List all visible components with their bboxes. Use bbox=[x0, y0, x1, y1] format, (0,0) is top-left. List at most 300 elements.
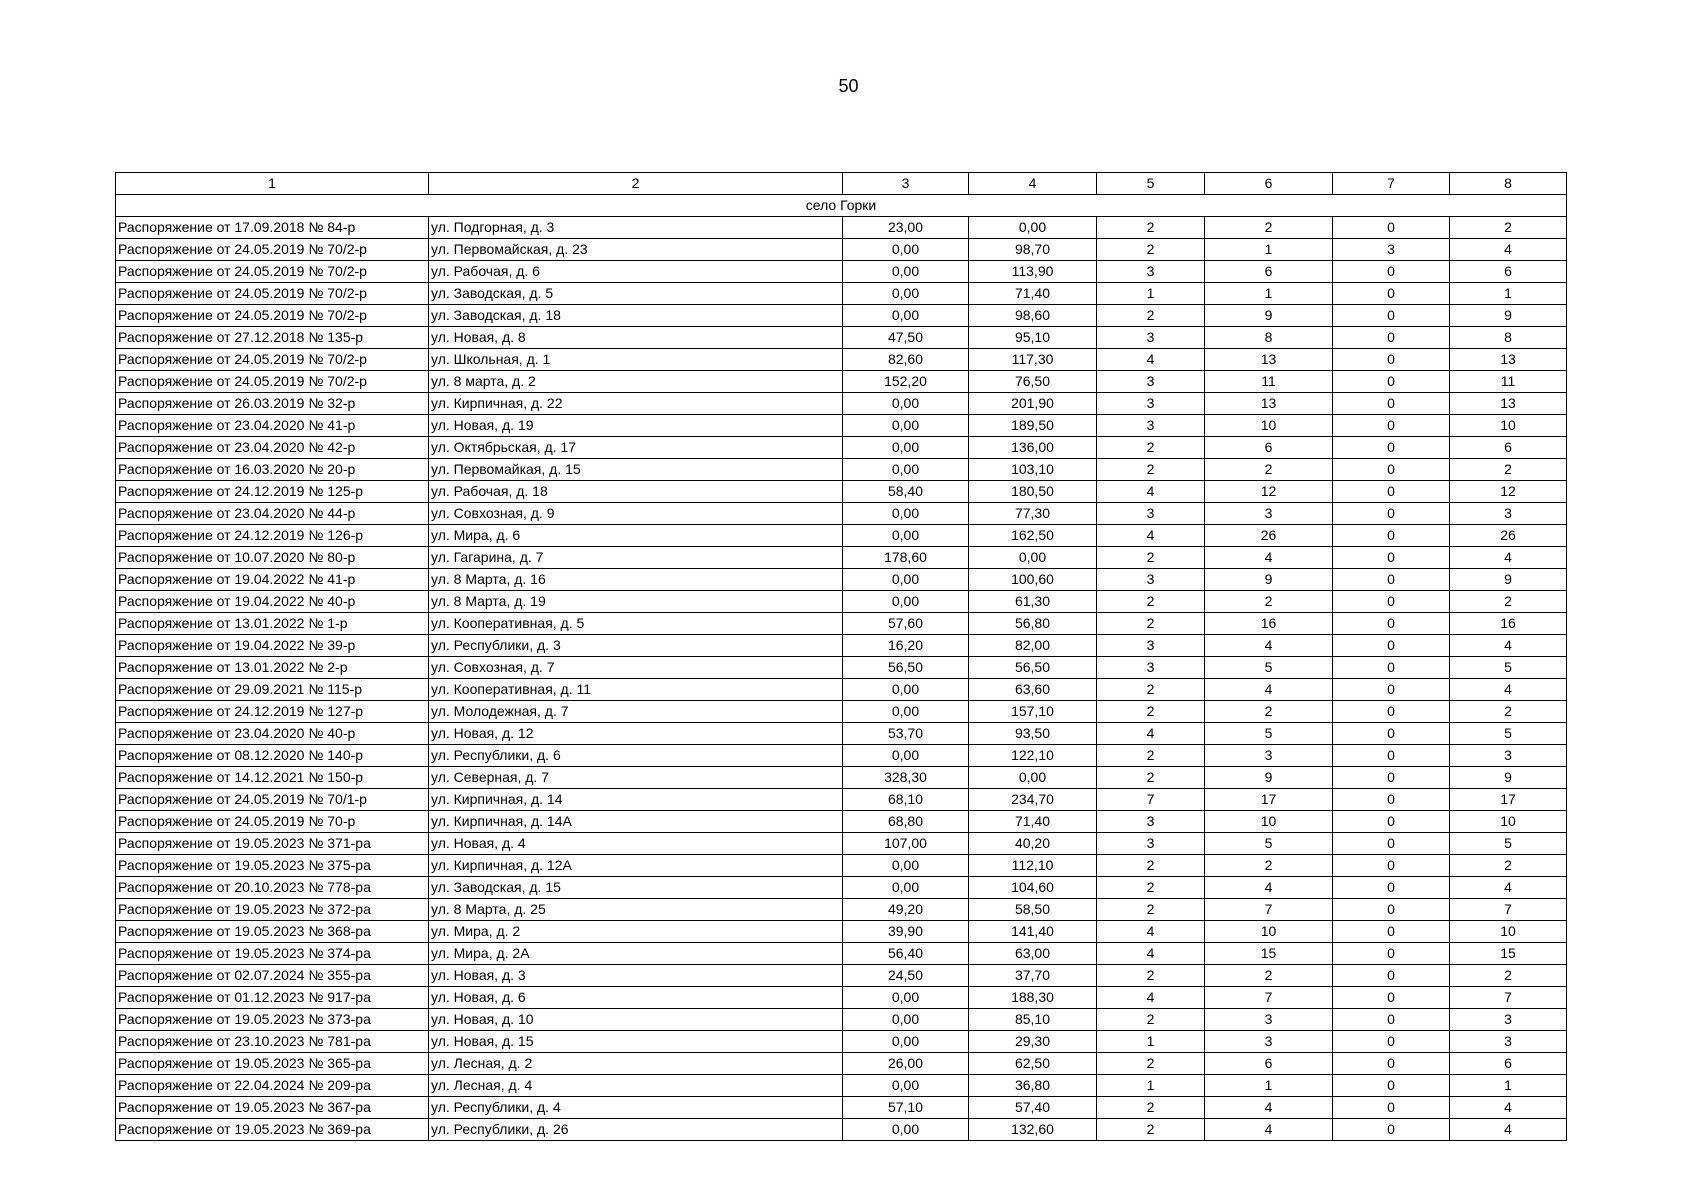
count-7-cell: 0 bbox=[1333, 1009, 1450, 1031]
area-a-cell: 0,00 bbox=[843, 437, 969, 459]
table-row bbox=[116, 943, 1567, 965]
address-cell: ул. Новая, д. 19 bbox=[429, 415, 843, 437]
registry-table bbox=[115, 172, 1567, 1141]
document-cell: Распоряжение от 17.09.2018 № 84-р bbox=[116, 217, 429, 239]
address-cell: ул. Школьная, д. 1 bbox=[429, 349, 843, 371]
table-row bbox=[116, 679, 1567, 701]
count-6-cell: 6 bbox=[1205, 261, 1333, 283]
area-a-cell: 0,00 bbox=[843, 855, 969, 877]
area-a-cell: 0,00 bbox=[843, 261, 969, 283]
table-row bbox=[116, 723, 1567, 745]
section-title: село Горки bbox=[116, 195, 1567, 217]
count-5-cell: 4 bbox=[1097, 349, 1205, 371]
table-row bbox=[116, 1031, 1567, 1053]
count-6-cell: 4 bbox=[1205, 679, 1333, 701]
count-7-cell: 0 bbox=[1333, 613, 1450, 635]
area-b-cell: 180,50 bbox=[969, 481, 1097, 503]
area-b-cell: 95,10 bbox=[969, 327, 1097, 349]
table-row bbox=[116, 261, 1567, 283]
area-a-cell: 0,00 bbox=[843, 591, 969, 613]
document-cell: Распоряжение от 24.05.2019 № 70/2-р bbox=[116, 349, 429, 371]
table-row bbox=[116, 855, 1567, 877]
count-7-cell: 0 bbox=[1333, 833, 1450, 855]
area-b-cell: 58,50 bbox=[969, 899, 1097, 921]
address-cell: ул. Мира, д. 2А bbox=[429, 943, 843, 965]
address-cell: ул. Новая, д. 10 bbox=[429, 1009, 843, 1031]
count-5-cell: 4 bbox=[1097, 481, 1205, 503]
table-body bbox=[116, 173, 1567, 1141]
count-6-cell: 9 bbox=[1205, 569, 1333, 591]
document-cell: Распоряжение от 24.12.2019 № 126-р bbox=[116, 525, 429, 547]
count-6-cell: 4 bbox=[1205, 1119, 1333, 1141]
document-cell: Распоряжение от 08.12.2020 № 140-р bbox=[116, 745, 429, 767]
total-cell: 6 bbox=[1450, 437, 1567, 459]
count-7-cell: 0 bbox=[1333, 393, 1450, 415]
column-number-cell: 7 bbox=[1333, 173, 1450, 195]
area-b-cell: 37,70 bbox=[969, 965, 1097, 987]
total-cell: 1 bbox=[1450, 283, 1567, 305]
area-b-cell: 141,40 bbox=[969, 921, 1097, 943]
count-5-cell: 2 bbox=[1097, 679, 1205, 701]
document-cell: Распоряжение от 19.05.2023 № 375-ра bbox=[116, 855, 429, 877]
count-5-cell: 3 bbox=[1097, 569, 1205, 591]
table-row bbox=[116, 239, 1567, 261]
address-cell: ул. Октябрьская, д. 17 bbox=[429, 437, 843, 459]
table-row bbox=[116, 349, 1567, 371]
document-cell: Распоряжение от 23.04.2020 № 42-р bbox=[116, 437, 429, 459]
count-6-cell: 2 bbox=[1205, 459, 1333, 481]
document-cell: Распоряжение от 22.04.2024 № 209-ра bbox=[116, 1075, 429, 1097]
total-cell: 9 bbox=[1450, 305, 1567, 327]
table-row bbox=[116, 305, 1567, 327]
total-cell: 4 bbox=[1450, 679, 1567, 701]
count-7-cell: 0 bbox=[1333, 1075, 1450, 1097]
document-cell: Распоряжение от 26.03.2019 № 32-р bbox=[116, 393, 429, 415]
address-cell: ул. Гагарина, д. 7 bbox=[429, 547, 843, 569]
area-a-cell: 16,20 bbox=[843, 635, 969, 657]
area-a-cell: 0,00 bbox=[843, 1119, 969, 1141]
area-a-cell: 53,70 bbox=[843, 723, 969, 745]
document-cell: Распоряжение от 23.04.2020 № 41-р bbox=[116, 415, 429, 437]
total-cell: 7 bbox=[1450, 899, 1567, 921]
count-6-cell: 5 bbox=[1205, 833, 1333, 855]
area-a-cell: 0,00 bbox=[843, 305, 969, 327]
total-cell: 13 bbox=[1450, 349, 1567, 371]
count-5-cell: 2 bbox=[1097, 217, 1205, 239]
count-5-cell: 3 bbox=[1097, 657, 1205, 679]
area-a-cell: 178,60 bbox=[843, 547, 969, 569]
table-row bbox=[116, 613, 1567, 635]
area-a-cell: 0,00 bbox=[843, 1031, 969, 1053]
address-cell: ул. Республики, д. 6 bbox=[429, 745, 843, 767]
page-number: 50 bbox=[838, 76, 859, 96]
table-row bbox=[116, 811, 1567, 833]
count-6-cell: 1 bbox=[1205, 283, 1333, 305]
table-row bbox=[116, 283, 1567, 305]
count-6-cell: 11 bbox=[1205, 371, 1333, 393]
count-6-cell: 15 bbox=[1205, 943, 1333, 965]
table-row bbox=[116, 833, 1567, 855]
address-cell: ул. Новая, д. 6 bbox=[429, 987, 843, 1009]
count-5-cell: 3 bbox=[1097, 327, 1205, 349]
count-7-cell: 0 bbox=[1333, 877, 1450, 899]
area-a-cell: 56,50 bbox=[843, 657, 969, 679]
count-7-cell: 0 bbox=[1333, 723, 1450, 745]
area-a-cell: 0,00 bbox=[843, 503, 969, 525]
count-6-cell: 5 bbox=[1205, 657, 1333, 679]
document-cell: Распоряжение от 10.07.2020 № 80-р bbox=[116, 547, 429, 569]
total-cell: 5 bbox=[1450, 723, 1567, 745]
table-row bbox=[116, 635, 1567, 657]
count-7-cell: 0 bbox=[1333, 327, 1450, 349]
total-cell: 2 bbox=[1450, 965, 1567, 987]
table-row bbox=[116, 1053, 1567, 1075]
count-5-cell: 2 bbox=[1097, 745, 1205, 767]
area-b-cell: 0,00 bbox=[969, 767, 1097, 789]
count-7-cell: 0 bbox=[1333, 987, 1450, 1009]
area-a-cell: 68,80 bbox=[843, 811, 969, 833]
area-b-cell: 98,70 bbox=[969, 239, 1097, 261]
address-cell: ул. 8 Марта, д. 25 bbox=[429, 899, 843, 921]
total-cell: 3 bbox=[1450, 1009, 1567, 1031]
count-6-cell: 4 bbox=[1205, 635, 1333, 657]
document-cell: Распоряжение от 01.12.2023 № 917-ра bbox=[116, 987, 429, 1009]
count-5-cell: 2 bbox=[1097, 437, 1205, 459]
count-6-cell: 5 bbox=[1205, 723, 1333, 745]
area-b-cell: 71,40 bbox=[969, 811, 1097, 833]
area-a-cell: 58,40 bbox=[843, 481, 969, 503]
count-6-cell: 2 bbox=[1205, 591, 1333, 613]
area-b-cell: 136,00 bbox=[969, 437, 1097, 459]
area-a-cell: 152,20 bbox=[843, 371, 969, 393]
total-cell: 2 bbox=[1450, 855, 1567, 877]
total-cell: 9 bbox=[1450, 767, 1567, 789]
column-number-cell: 6 bbox=[1205, 173, 1333, 195]
count-7-cell: 0 bbox=[1333, 855, 1450, 877]
total-cell: 17 bbox=[1450, 789, 1567, 811]
area-b-cell: 57,40 bbox=[969, 1097, 1097, 1119]
total-cell: 7 bbox=[1450, 987, 1567, 1009]
table-row bbox=[116, 547, 1567, 569]
document-cell: Распоряжение от 24.05.2019 № 70/2-р bbox=[116, 371, 429, 393]
address-cell: ул. Мира, д. 2 bbox=[429, 921, 843, 943]
area-a-cell: 0,00 bbox=[843, 283, 969, 305]
count-6-cell: 3 bbox=[1205, 745, 1333, 767]
document-cell: Распоряжение от 24.05.2019 № 70/2-р bbox=[116, 239, 429, 261]
table-row bbox=[116, 789, 1567, 811]
count-7-cell: 0 bbox=[1333, 899, 1450, 921]
address-cell: ул. Совхозная, д. 9 bbox=[429, 503, 843, 525]
area-b-cell: 132,60 bbox=[969, 1119, 1097, 1141]
area-a-cell: 328,30 bbox=[843, 767, 969, 789]
address-cell: ул. Рабочая, д. 6 bbox=[429, 261, 843, 283]
area-a-cell: 68,10 bbox=[843, 789, 969, 811]
address-cell: ул. Подгорная, д. 3 bbox=[429, 217, 843, 239]
count-7-cell: 0 bbox=[1333, 767, 1450, 789]
address-cell: ул. Лесная, д. 4 bbox=[429, 1075, 843, 1097]
area-b-cell: 76,50 bbox=[969, 371, 1097, 393]
document-cell: Распоряжение от 24.12.2019 № 127-р bbox=[116, 701, 429, 723]
count-7-cell: 0 bbox=[1333, 1053, 1450, 1075]
count-7-cell: 0 bbox=[1333, 283, 1450, 305]
count-5-cell: 2 bbox=[1097, 1009, 1205, 1031]
count-5-cell: 7 bbox=[1097, 789, 1205, 811]
count-5-cell: 2 bbox=[1097, 877, 1205, 899]
count-7-cell: 0 bbox=[1333, 657, 1450, 679]
count-6-cell: 13 bbox=[1205, 349, 1333, 371]
document-cell: Распоряжение от 13.01.2022 № 1-р bbox=[116, 613, 429, 635]
total-cell: 5 bbox=[1450, 657, 1567, 679]
total-cell: 2 bbox=[1450, 591, 1567, 613]
column-number-cell: 3 bbox=[843, 173, 969, 195]
count-6-cell: 1 bbox=[1205, 1075, 1333, 1097]
area-b-cell: 0,00 bbox=[969, 217, 1097, 239]
table-row bbox=[116, 701, 1567, 723]
area-b-cell: 63,00 bbox=[969, 943, 1097, 965]
count-6-cell: 10 bbox=[1205, 811, 1333, 833]
address-cell: ул. Заводская, д. 18 bbox=[429, 305, 843, 327]
column-number-cell: 1 bbox=[116, 173, 429, 195]
address-cell: ул. Лесная, д. 2 bbox=[429, 1053, 843, 1075]
count-6-cell: 1 bbox=[1205, 239, 1333, 261]
area-b-cell: 188,30 bbox=[969, 987, 1097, 1009]
document-cell: Распоряжение от 19.05.2023 № 365-ра bbox=[116, 1053, 429, 1075]
area-a-cell: 23,00 bbox=[843, 217, 969, 239]
total-cell: 10 bbox=[1450, 921, 1567, 943]
count-5-cell: 2 bbox=[1097, 1119, 1205, 1141]
area-a-cell: 0,00 bbox=[843, 701, 969, 723]
area-a-cell: 0,00 bbox=[843, 459, 969, 481]
area-a-cell: 0,00 bbox=[843, 1075, 969, 1097]
count-7-cell: 0 bbox=[1333, 1097, 1450, 1119]
area-a-cell: 0,00 bbox=[843, 877, 969, 899]
count-7-cell: 0 bbox=[1333, 349, 1450, 371]
count-5-cell: 3 bbox=[1097, 261, 1205, 283]
total-cell: 4 bbox=[1450, 1119, 1567, 1141]
area-b-cell: 36,80 bbox=[969, 1075, 1097, 1097]
area-a-cell: 0,00 bbox=[843, 525, 969, 547]
count-7-cell: 0 bbox=[1333, 811, 1450, 833]
count-6-cell: 7 bbox=[1205, 899, 1333, 921]
document-cell: Распоряжение от 24.05.2019 № 70/2-р bbox=[116, 283, 429, 305]
count-6-cell: 16 bbox=[1205, 613, 1333, 635]
total-cell: 1 bbox=[1450, 1075, 1567, 1097]
column-number-cell: 8 bbox=[1450, 173, 1567, 195]
document-cell: Распоряжение от 02.07.2024 № 355-ра bbox=[116, 965, 429, 987]
table-row bbox=[116, 393, 1567, 415]
count-6-cell: 13 bbox=[1205, 393, 1333, 415]
count-6-cell: 17 bbox=[1205, 789, 1333, 811]
area-b-cell: 82,00 bbox=[969, 635, 1097, 657]
count-6-cell: 26 bbox=[1205, 525, 1333, 547]
count-7-cell: 0 bbox=[1333, 943, 1450, 965]
count-5-cell: 2 bbox=[1097, 305, 1205, 327]
address-cell: ул. Северная, д. 7 bbox=[429, 767, 843, 789]
address-cell: ул. Республики, д. 4 bbox=[429, 1097, 843, 1119]
column-number-header-row bbox=[116, 173, 1567, 195]
area-b-cell: 103,10 bbox=[969, 459, 1097, 481]
count-5-cell: 3 bbox=[1097, 635, 1205, 657]
count-7-cell: 0 bbox=[1333, 679, 1450, 701]
total-cell: 11 bbox=[1450, 371, 1567, 393]
count-7-cell: 0 bbox=[1333, 525, 1450, 547]
total-cell: 4 bbox=[1450, 635, 1567, 657]
area-b-cell: 71,40 bbox=[969, 283, 1097, 305]
document-cell: Распоряжение от 19.05.2023 № 372-ра bbox=[116, 899, 429, 921]
count-5-cell: 1 bbox=[1097, 283, 1205, 305]
address-cell: ул. Кооперативная, д. 5 bbox=[429, 613, 843, 635]
table-row bbox=[116, 569, 1567, 591]
document-cell: Распоряжение от 19.05.2023 № 368-ра bbox=[116, 921, 429, 943]
total-cell: 3 bbox=[1450, 745, 1567, 767]
table-row bbox=[116, 591, 1567, 613]
count-6-cell: 2 bbox=[1205, 965, 1333, 987]
address-cell: ул. 8 марта, д. 2 bbox=[429, 371, 843, 393]
count-6-cell: 10 bbox=[1205, 921, 1333, 943]
document-cell: Распоряжение от 27.12.2018 № 135-р bbox=[116, 327, 429, 349]
count-6-cell: 8 bbox=[1205, 327, 1333, 349]
table-row bbox=[116, 921, 1567, 943]
total-cell: 3 bbox=[1450, 503, 1567, 525]
table-row bbox=[116, 965, 1567, 987]
count-6-cell: 10 bbox=[1205, 415, 1333, 437]
area-b-cell: 85,10 bbox=[969, 1009, 1097, 1031]
table-row bbox=[116, 1119, 1567, 1141]
area-b-cell: 157,10 bbox=[969, 701, 1097, 723]
count-7-cell: 0 bbox=[1333, 217, 1450, 239]
total-cell: 5 bbox=[1450, 833, 1567, 855]
address-cell: ул. Первомайкая, д. 15 bbox=[429, 459, 843, 481]
document-cell: Распоряжение от 24.05.2019 № 70/2-р bbox=[116, 261, 429, 283]
area-a-cell: 26,00 bbox=[843, 1053, 969, 1075]
count-5-cell: 4 bbox=[1097, 987, 1205, 1009]
total-cell: 16 bbox=[1450, 613, 1567, 635]
address-cell: ул. 8 Марта, д. 19 bbox=[429, 591, 843, 613]
address-cell: ул. Новая, д. 8 bbox=[429, 327, 843, 349]
count-5-cell: 4 bbox=[1097, 723, 1205, 745]
total-cell: 6 bbox=[1450, 1053, 1567, 1075]
total-cell: 10 bbox=[1450, 415, 1567, 437]
area-b-cell: 162,50 bbox=[969, 525, 1097, 547]
count-6-cell: 4 bbox=[1205, 547, 1333, 569]
area-b-cell: 63,60 bbox=[969, 679, 1097, 701]
address-cell: ул. Заводская, д. 15 bbox=[429, 877, 843, 899]
total-cell: 2 bbox=[1450, 459, 1567, 481]
count-7-cell: 0 bbox=[1333, 965, 1450, 987]
area-a-cell: 0,00 bbox=[843, 393, 969, 415]
document-cell: Распоряжение от 24.05.2019 № 70/1-р bbox=[116, 789, 429, 811]
area-a-cell: 0,00 bbox=[843, 569, 969, 591]
area-b-cell: 122,10 bbox=[969, 745, 1097, 767]
address-cell: ул. Новая, д. 4 bbox=[429, 833, 843, 855]
count-6-cell: 4 bbox=[1205, 1097, 1333, 1119]
document-cell: Распоряжение от 24.05.2019 № 70-р bbox=[116, 811, 429, 833]
count-7-cell: 0 bbox=[1333, 503, 1450, 525]
table-row bbox=[116, 217, 1567, 239]
area-a-cell: 47,50 bbox=[843, 327, 969, 349]
count-5-cell: 4 bbox=[1097, 943, 1205, 965]
count-6-cell: 7 bbox=[1205, 987, 1333, 1009]
document-cell: Распоряжение от 16.03.2020 № 20-р bbox=[116, 459, 429, 481]
address-cell: ул. Кооперативная, д. 11 bbox=[429, 679, 843, 701]
count-7-cell: 0 bbox=[1333, 261, 1450, 283]
area-a-cell: 0,00 bbox=[843, 987, 969, 1009]
address-cell: ул. Республики, д. 3 bbox=[429, 635, 843, 657]
count-5-cell: 1 bbox=[1097, 1075, 1205, 1097]
total-cell: 12 bbox=[1450, 481, 1567, 503]
count-7-cell: 0 bbox=[1333, 635, 1450, 657]
area-b-cell: 189,50 bbox=[969, 415, 1097, 437]
area-b-cell: 100,60 bbox=[969, 569, 1097, 591]
address-cell: ул. Кирпичная, д. 22 bbox=[429, 393, 843, 415]
column-number-cell: 2 bbox=[429, 173, 843, 195]
count-5-cell: 2 bbox=[1097, 459, 1205, 481]
count-5-cell: 4 bbox=[1097, 921, 1205, 943]
document-cell: Распоряжение от 19.05.2023 № 369-ра bbox=[116, 1119, 429, 1141]
count-6-cell: 6 bbox=[1205, 1053, 1333, 1075]
total-cell: 26 bbox=[1450, 525, 1567, 547]
count-5-cell: 3 bbox=[1097, 393, 1205, 415]
document-cell: Распоряжение от 19.05.2023 № 374-ра bbox=[116, 943, 429, 965]
table-row bbox=[116, 767, 1567, 789]
area-b-cell: 201,90 bbox=[969, 393, 1097, 415]
count-7-cell: 0 bbox=[1333, 371, 1450, 393]
document-cell: Распоряжение от 29.09.2021 № 115-р bbox=[116, 679, 429, 701]
address-cell: ул. Кирпичная, д. 14А bbox=[429, 811, 843, 833]
table-row bbox=[116, 371, 1567, 393]
address-cell: ул. Республики, д. 26 bbox=[429, 1119, 843, 1141]
count-5-cell: 2 bbox=[1097, 855, 1205, 877]
area-a-cell: 107,00 bbox=[843, 833, 969, 855]
count-5-cell: 2 bbox=[1097, 899, 1205, 921]
total-cell: 15 bbox=[1450, 943, 1567, 965]
document-cell: Распоряжение от 23.04.2020 № 40-р bbox=[116, 723, 429, 745]
count-5-cell: 3 bbox=[1097, 503, 1205, 525]
count-6-cell: 3 bbox=[1205, 1031, 1333, 1053]
table-row bbox=[116, 987, 1567, 1009]
column-number-cell: 5 bbox=[1097, 173, 1205, 195]
table-row bbox=[116, 459, 1567, 481]
total-cell: 4 bbox=[1450, 877, 1567, 899]
area-b-cell: 61,30 bbox=[969, 591, 1097, 613]
table-row bbox=[116, 481, 1567, 503]
count-5-cell: 3 bbox=[1097, 371, 1205, 393]
count-5-cell: 2 bbox=[1097, 767, 1205, 789]
area-b-cell: 56,80 bbox=[969, 613, 1097, 635]
total-cell: 6 bbox=[1450, 261, 1567, 283]
count-5-cell: 2 bbox=[1097, 239, 1205, 261]
address-cell: ул. Кирпичная, д. 14 bbox=[429, 789, 843, 811]
document-cell: Распоряжение от 23.04.2020 № 44-р bbox=[116, 503, 429, 525]
count-7-cell: 0 bbox=[1333, 745, 1450, 767]
document-cell: Распоряжение от 19.05.2023 № 367-ра bbox=[116, 1097, 429, 1119]
count-7-cell: 3 bbox=[1333, 239, 1450, 261]
area-a-cell: 82,60 bbox=[843, 349, 969, 371]
address-cell: ул. Мира, д. 6 bbox=[429, 525, 843, 547]
table-row bbox=[116, 657, 1567, 679]
address-cell: ул. Кирпичная, д. 12А bbox=[429, 855, 843, 877]
document-cell: Распоряжение от 19.05.2023 № 373-ра bbox=[116, 1009, 429, 1031]
table-row bbox=[116, 745, 1567, 767]
document-cell: Распоряжение от 20.10.2023 № 778-ра bbox=[116, 877, 429, 899]
total-cell: 10 bbox=[1450, 811, 1567, 833]
address-cell: ул. Рабочая, д. 18 bbox=[429, 481, 843, 503]
table-row bbox=[116, 899, 1567, 921]
table-row bbox=[116, 503, 1567, 525]
document-cell: Распоряжение от 14.12.2021 № 150-р bbox=[116, 767, 429, 789]
document-cell: Распоряжение от 19.04.2022 № 41-р bbox=[116, 569, 429, 591]
count-5-cell: 1 bbox=[1097, 1031, 1205, 1053]
